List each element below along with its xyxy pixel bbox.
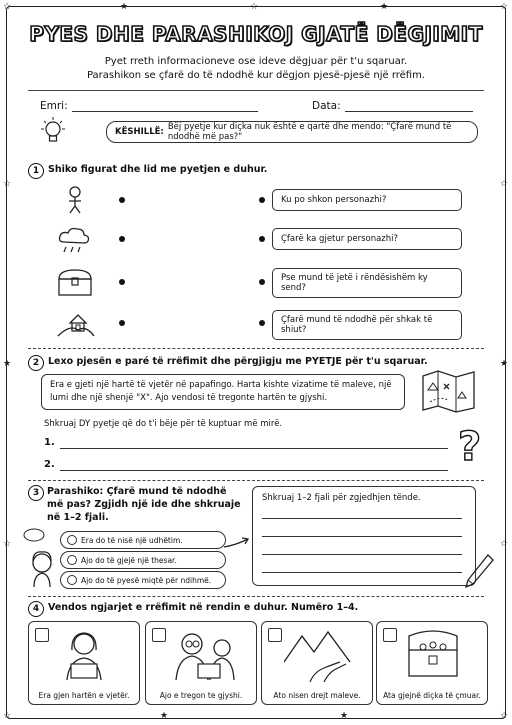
treasure-chest-icon — [399, 628, 471, 682]
radio-button[interactable] — [67, 535, 77, 545]
panel-caption: Ajo e tregon te gjyshi. — [159, 691, 243, 700]
panel-caption: Era gjen hartën e vjetër. — [38, 691, 130, 700]
question-mark-icon: ? — [458, 424, 482, 470]
prediction-option[interactable]: Era do të nisë një udhëtim. — [60, 531, 226, 549]
match-dot-left[interactable] — [119, 279, 125, 285]
star-icon: ☆ — [500, 2, 509, 12]
star-icon: ★ — [500, 359, 509, 369]
section-4-number: 4 — [28, 601, 44, 617]
page-title: PYES DHE PARASHIKOJ GJATË DËGJIMIT — [29, 22, 483, 46]
star-icon: ★ — [120, 2, 129, 12]
writing-line[interactable] — [262, 572, 462, 573]
star-icon: ★ — [3, 359, 12, 369]
thinking-girl-icon — [20, 527, 60, 589]
girl-with-map-icon — [51, 628, 121, 682]
answer-line-2[interactable] — [60, 470, 448, 471]
match-dot-right[interactable] — [259, 197, 265, 203]
order-checkbox[interactable] — [268, 628, 282, 642]
divider — [28, 90, 484, 91]
date-field[interactable] — [345, 111, 473, 112]
house-on-hill-icon — [56, 306, 96, 338]
match-dot-left[interactable] — [119, 197, 125, 203]
write-prompt: Shkruaj 1–2 fjali për zgjedhjen tënde. — [262, 493, 421, 503]
prediction-option[interactable]: Ajo do të gjejë një thesar. — [60, 551, 226, 569]
order-checkbox[interactable] — [152, 628, 166, 642]
match-dot-right[interactable] — [259, 320, 265, 326]
date-label: Data: — [312, 100, 341, 112]
star-icon: ☆ — [250, 2, 259, 12]
writing-line[interactable] — [262, 518, 462, 519]
question-box: Pse mund të jetë i rëndësishëm ky send? — [272, 268, 462, 298]
rain-cloud-icon — [56, 224, 92, 258]
star-icon: ☆ — [500, 711, 509, 721]
pencil-icon — [462, 552, 496, 592]
divider — [28, 596, 484, 597]
star-icon: ★ — [160, 711, 169, 721]
tip-label: KËSHILLË: — [115, 127, 164, 137]
star-icon: ★ — [380, 2, 389, 12]
question-box: Çfarë mund të ndodhë për shkak të shiut? — [272, 310, 462, 340]
star-icon: ★ — [340, 711, 349, 721]
match-dot-left[interactable] — [119, 236, 125, 242]
section-3-number: 3 — [28, 485, 44, 501]
tip-box — [106, 121, 478, 143]
panel-caption: Ato nisen drejt maleve. — [273, 691, 361, 700]
subtitle-line-1: Pyet rreth informacioneve ose ideve dëgjuar për t'u sqaruar. — [104, 56, 408, 67]
star-icon: ☆ — [500, 539, 509, 549]
star-icon: ☆ — [3, 539, 12, 549]
star-icon: ☆ — [3, 711, 12, 721]
answer-line-label: 1. — [44, 437, 55, 448]
treasure-map-icon — [420, 368, 478, 414]
lightbulb-icon — [36, 116, 70, 148]
treasure-chest-icon — [55, 266, 95, 298]
radio-button[interactable] — [67, 575, 77, 585]
section-2-number: 2 — [28, 355, 44, 371]
section-4-instruction: Vendos ngjarjet e rrëfimit në rendin e duhur. Numëro 1–4. — [48, 602, 359, 613]
section-2-prompt: Shkruaj DY pyetje që do t'i bëje për të kuptuar më mirë. — [44, 419, 283, 429]
name-label: Emri: — [40, 100, 68, 112]
order-checkbox[interactable] — [383, 628, 397, 642]
name-field[interactable] — [72, 111, 258, 112]
question-box: Ku po shkon personazhi? — [272, 189, 462, 211]
tip-text: Bëj pyetje kur diçka nuk është e qartë dhe mendo: "Çfarë mund të ndodhë më pas?" — [167, 122, 452, 142]
section-2-instruction: Lexo pjesën e paré të rrëfimit dhe përgjigju me PYETJE për t'u sqaruar. — [48, 356, 428, 367]
section-3-instruction-line: Parashiko: Çfarë mund të ndodhë — [47, 486, 227, 497]
writing-line[interactable] — [262, 536, 462, 537]
person-icon — [60, 184, 90, 214]
story-panel — [261, 621, 373, 705]
subtitle-line-2: Parashikon se çfarë do të ndodhë kur dëgjon pjesë-pjesë një rrëfim. — [86, 70, 426, 81]
match-dot-right[interactable] — [259, 279, 265, 285]
story-box: Era e gjeti një hartë të vjetër në papafingo. Harta kishte vizatime të maleve, një lumi dhe një shenjë "X". Ajo vendosi të tregonte hartën te gjyshi. — [41, 374, 405, 410]
star-icon: ☆ — [500, 179, 509, 189]
star-icon: ☆ — [3, 179, 12, 189]
match-dot-right[interactable] — [259, 236, 265, 242]
question-box: Çfarë ka gjetur personazhi? — [272, 228, 462, 250]
arrow-icon — [222, 535, 252, 551]
radio-button[interactable] — [67, 555, 77, 565]
writing-line[interactable] — [262, 554, 462, 555]
prediction-option[interactable]: Ajo do të pyesë miqtë për ndihmë. — [60, 571, 226, 589]
story-panel — [28, 621, 140, 705]
order-checkbox[interactable] — [35, 628, 49, 642]
answer-line-label: 2. — [44, 459, 55, 470]
answer-line-1[interactable] — [60, 448, 448, 449]
section-1-instruction: Shiko figurat dhe lid me pyetjen e duhur. — [48, 164, 268, 175]
story-panel — [145, 621, 257, 705]
grandpa-and-girl-icon — [168, 628, 244, 682]
star-icon: ☆ — [3, 2, 12, 12]
story-panel — [376, 621, 488, 705]
divider — [28, 348, 484, 349]
match-dot-left[interactable] — [119, 320, 125, 326]
section-3-instruction-line: më pas? Zgjidh një ide dhe shkruaje — [47, 499, 241, 510]
section-1-number: 1 — [28, 163, 44, 179]
divider — [28, 480, 484, 481]
mountains-and-river-icon — [284, 628, 364, 682]
panel-caption: Ata gjejnë diçka të çmuar. — [383, 691, 481, 700]
section-3-instruction-line: në 1–2 fjali. — [47, 512, 109, 523]
